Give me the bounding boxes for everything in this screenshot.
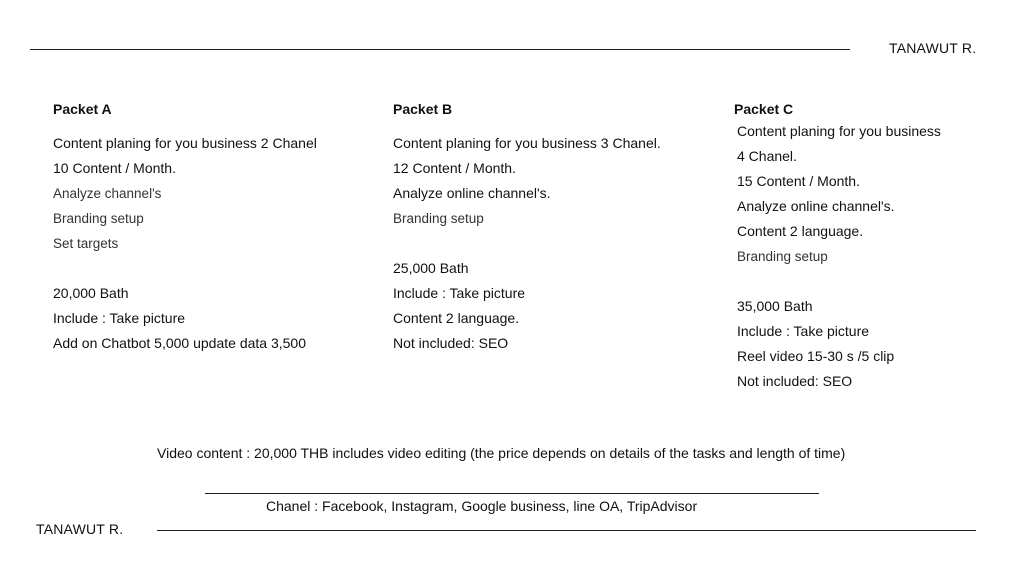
packet-c-line: Reel video 15-30 s /5 clip	[737, 348, 895, 364]
packet-c-line: Branding setup	[737, 249, 828, 264]
packet-a-price: 20,000 Bath	[53, 285, 129, 301]
packet-c-price: 35,000 Bath	[737, 298, 813, 314]
packet-c-line: 4 Chanel.	[737, 148, 797, 164]
packet-a-line: Analyze channel's	[53, 186, 162, 201]
packet-b	[393, 101, 661, 356]
packet-a-line: Set targets	[53, 236, 119, 251]
packet-b-line: Branding setup	[393, 211, 484, 226]
packet-a-line: Branding setup	[53, 211, 144, 226]
header-brand: TANAWUT R.	[889, 40, 977, 56]
top-divider	[30, 49, 850, 50]
packet-c-line: Analyze online channel's.	[737, 198, 895, 214]
packet-c	[734, 101, 941, 394]
packet-a-line: 10 Content / Month.	[53, 160, 176, 176]
packet-c-line: Include : Take picture	[737, 323, 870, 339]
packet-b-line: Not included: SEO	[393, 335, 509, 351]
packet-c-line: Content 2 language.	[737, 223, 864, 239]
packet-a-line: Content planing for you business 2 Chanel	[53, 135, 317, 151]
footer-brand: TANAWUT R.	[36, 521, 124, 537]
channels-divider	[205, 493, 819, 494]
packet-c-line: 15 Content / Month.	[737, 173, 860, 189]
packet-c-title: Packet C	[734, 101, 794, 117]
bottom-divider	[157, 530, 976, 531]
packet-b-line: Content planing for you business 3 Chanel.	[393, 135, 661, 151]
packet-b-line: Content 2 language.	[393, 310, 520, 326]
channels-note: Chanel : Facebook, Instagram, Google business, line OA, TripAdvisor	[266, 498, 698, 514]
packet-a-line: Include : Take picture	[53, 310, 186, 326]
spacer	[393, 231, 661, 256]
spacer	[737, 269, 941, 294]
packet-b-title: Packet B	[393, 101, 453, 117]
packet-a-title: Packet A	[53, 101, 112, 117]
video-content-note: Video content : 20,000 THB includes video editing (the price depends on details of the tasks and length of time)	[157, 445, 846, 461]
packet-b-line: Include : Take picture	[393, 285, 526, 301]
packet-a-line: Add on Chatbot 5,000 update data 3,500	[53, 335, 306, 351]
packet-b-line: Analyze online channel's.	[393, 185, 551, 201]
spacer	[53, 256, 317, 281]
packet-a	[53, 101, 317, 356]
packet-b-line: 12 Content / Month.	[393, 160, 516, 176]
packet-c-line: Content planing for you business	[737, 123, 941, 139]
packet-b-price: 25,000 Bath	[393, 260, 469, 276]
packet-c-line: Not included: SEO	[737, 373, 853, 389]
